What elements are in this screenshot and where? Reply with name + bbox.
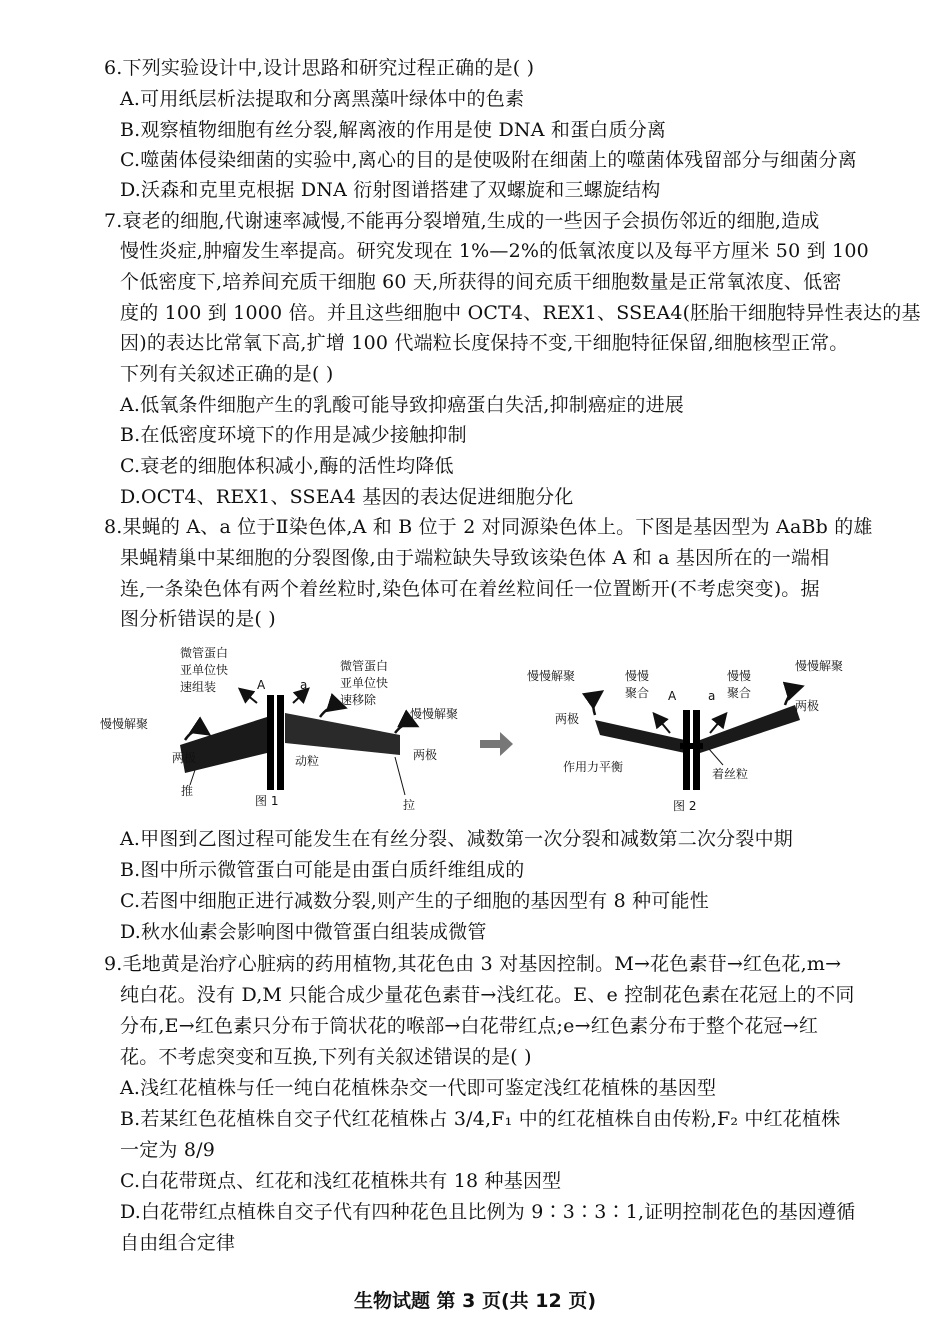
page-footer: 生物试题 第 3 页(共 12 页) [353, 1290, 597, 1312]
q7-stem-line: 慢性炎症,肿瘤发生率提高。研究发现在 1%—2%的低氧浓度以及每平方厘米 50 到 100 [120, 240, 869, 262]
q9-option-a: A.浅红花植株与任一纯白花植株杂交一代即可鉴定浅红花植株的基因型 [120, 1077, 717, 1099]
q8-option-a: A.甲图到乙图过程可能发生在有丝分裂、减数第一次分裂和减数第二次分裂中期 [120, 828, 793, 850]
fig1-push-label: 推 [181, 784, 194, 798]
fig2-merge-right-label: 聚合 [727, 686, 752, 700]
fig2-gene-a: a [708, 689, 716, 703]
fig1-pull-label: 拉 [403, 798, 416, 812]
fig2-chromatid-right [693, 710, 700, 790]
q7-option-d: D.OCT4、REX1、SSEA4 基因的表达促进细胞分化 [120, 486, 574, 508]
fig1-removal-label: 微管蛋白 [340, 659, 389, 673]
q6-option-c: C.噬菌体侵染细菌的实验中,离心的目的是使吸附在细菌上的噬菌体残留部分与细菌分离 [120, 149, 857, 171]
q9-stem-line: 9.毛地黄是治疗心脏病的药用植物,其花色由 3 对基因控制。M→花色素苷→红色花,m→ [104, 953, 842, 975]
q9-option-d: D.白花带红点植株自交子代有四种花色且比例为 9∶3∶3∶1,证明控制花色的基因遵循 [120, 1201, 856, 1223]
q9-option-b: B.若某红色花植株自交子代红花植株占 3/4,F₁ 中的红花植株自由传粉,F₂ 中红花植株 [120, 1108, 841, 1130]
q7-stem-line: 下列有关叙述正确的是( ) [120, 363, 334, 385]
q7-stem-line: 7.衰老的细胞,代谢速率减慢,不能再分裂增殖,生成的一些因子会损伤邻近的细胞,造成 [104, 210, 820, 232]
fig1-pole-left-label: 两极 [172, 751, 197, 765]
q6-option-a: A.可用纸层析法提取和分离黑藻叶绿体中的色素 [120, 88, 525, 110]
fig2-chromatid-left [683, 710, 690, 790]
fig1-slow-left-label: 慢慢解聚 [100, 717, 149, 731]
fig1-gene-a: a [300, 678, 308, 692]
fig2-slow-right-label: 慢慢解聚 [795, 659, 844, 673]
fig2-merge-right-label: 慢慢 [727, 669, 752, 683]
fig2-centromere-label: 着丝粒 [712, 767, 749, 781]
q7-option-b: B.在低密度环境下的作用是减少接触抑制 [120, 424, 467, 446]
q8-stem-line: 图分析错误的是( ) [120, 608, 276, 630]
q9-stem-line: 花。不考虑突变和互换,下列有关叙述错误的是( ) [120, 1046, 532, 1068]
fig2-gene-A: A [668, 689, 677, 703]
q9-stem-line: 分布,E→红色素只分布于筒状花的喉部→白花带红点;e→红色素分布于整个花冠→红 [120, 1015, 819, 1037]
q6-option-b: B.观察植物细胞有丝分裂,解离液的作用是使 DNA 和蛋白质分离 [120, 119, 667, 141]
q8-option-c: C.若图中细胞正进行减数分裂,则产生的子细胞的基因型有 8 种可能性 [120, 890, 709, 912]
fig1-assembly-label: 微管蛋白 [180, 646, 229, 660]
q9-option-c: C.白花带斑点、红花和浅红花植株共有 18 种基因型 [120, 1170, 562, 1192]
fig2-caption: 图 2 [673, 799, 697, 813]
q6-stem: 6.下列实验设计中,设计思路和研究过程正确的是( ) [104, 57, 535, 79]
q8-option-d: D.秋水仙素会影响图中微管蛋白组装成微管 [120, 921, 487, 943]
q8-stem-line: 连,一条染色体有两个着丝粒时,染色体可在着丝粒间任一位置断开(不考虑突变)。据 [120, 578, 820, 600]
fig2-merge-left-label: 慢慢 [625, 669, 650, 683]
fig1-kinetochore-label: 动粒 [295, 754, 320, 768]
figure-2 [527, 658, 843, 813]
fig2-right-spindle [700, 705, 800, 753]
fig2-centromere-band [680, 743, 703, 749]
q7-option-a: A.低氧条件细胞产生的乳酸可能导致抑癌蛋白失活,抑制癌症的进展 [120, 394, 685, 416]
fig2-left-spindle [595, 720, 685, 753]
chromosome-figure [95, 645, 865, 825]
fig1-assembly-label: 亚单位快 [180, 663, 229, 677]
fig1-caption: 图 1 [255, 794, 279, 808]
fig2-pole-left-label: 两极 [555, 712, 580, 726]
fig2-pole-right-label: 两极 [795, 699, 820, 713]
fig2-merge-left-label: 聚合 [625, 686, 650, 700]
fig1-assembly-label: 速组装 [180, 680, 217, 694]
fig1-removal-label: 速移除 [340, 693, 377, 707]
q9-option-d-cont: 自由组合定律 [120, 1232, 236, 1254]
q8-stem-line: 8.果蝇的 A、a 位于Ⅱ染色体,A 和 B 位于 2 对同源染色体上。下图是基因型为 AaBb 的雄 [104, 516, 873, 538]
fig1-slow-right-label: 慢慢解聚 [410, 707, 459, 721]
q8-option-b: B.图中所示微管蛋白可能是由蛋白质纤维组成的 [120, 859, 525, 881]
figure-svg [95, 645, 865, 825]
q9-option-b-cont: 一定为 8/9 [120, 1139, 216, 1161]
fig1-gene-A: A [257, 678, 266, 692]
q7-stem-line: 度的 100 到 1000 倍。并且这些细胞中 OCT4、REX1、SSEA4(胚胎干细胞特异性表达的基 [120, 302, 921, 324]
process-arrow-icon [480, 732, 513, 756]
fig1-chromatid-right [277, 695, 284, 790]
fig1-chromatid-left [267, 695, 274, 790]
fig1-removal-label: 亚单位快 [340, 676, 389, 690]
q7-stem-line: 个低密度下,培养间充质干细胞 60 天,所获得的间充质干细胞数量是正常氧浓度、低密 [120, 271, 842, 293]
fig1-pole-right-label: 两极 [413, 748, 438, 762]
q9-stem-line: 纯白花。没有 D,M 只能合成少量花色素苷→浅红花。E、e 控制花色素在花冠上的不同 [120, 984, 855, 1006]
q7-option-c: C.衰老的细胞体积减小,酶的活性均降低 [120, 455, 454, 477]
figure-1 [100, 645, 458, 812]
q6-option-d: D.沃森和克里克根据 DNA 衍射图谱搭建了双螺旋和三螺旋结构 [120, 179, 661, 201]
q7-stem-line: 因)的表达比常氧下高,扩增 100 代端粒长度保持不变,干细胞特征保留,细胞核型正常。 [120, 332, 849, 354]
fig1-right-spindle [285, 713, 400, 755]
fig2-slow-left-label: 慢慢解聚 [527, 669, 576, 683]
fig2-balance-label: 作用力平衡 [563, 760, 624, 774]
q8-stem-line: 果蝇精巢中某细胞的分裂图像,由于端粒缺失导致该染色体 A 和 a 基因所在的一端相 [120, 547, 830, 569]
